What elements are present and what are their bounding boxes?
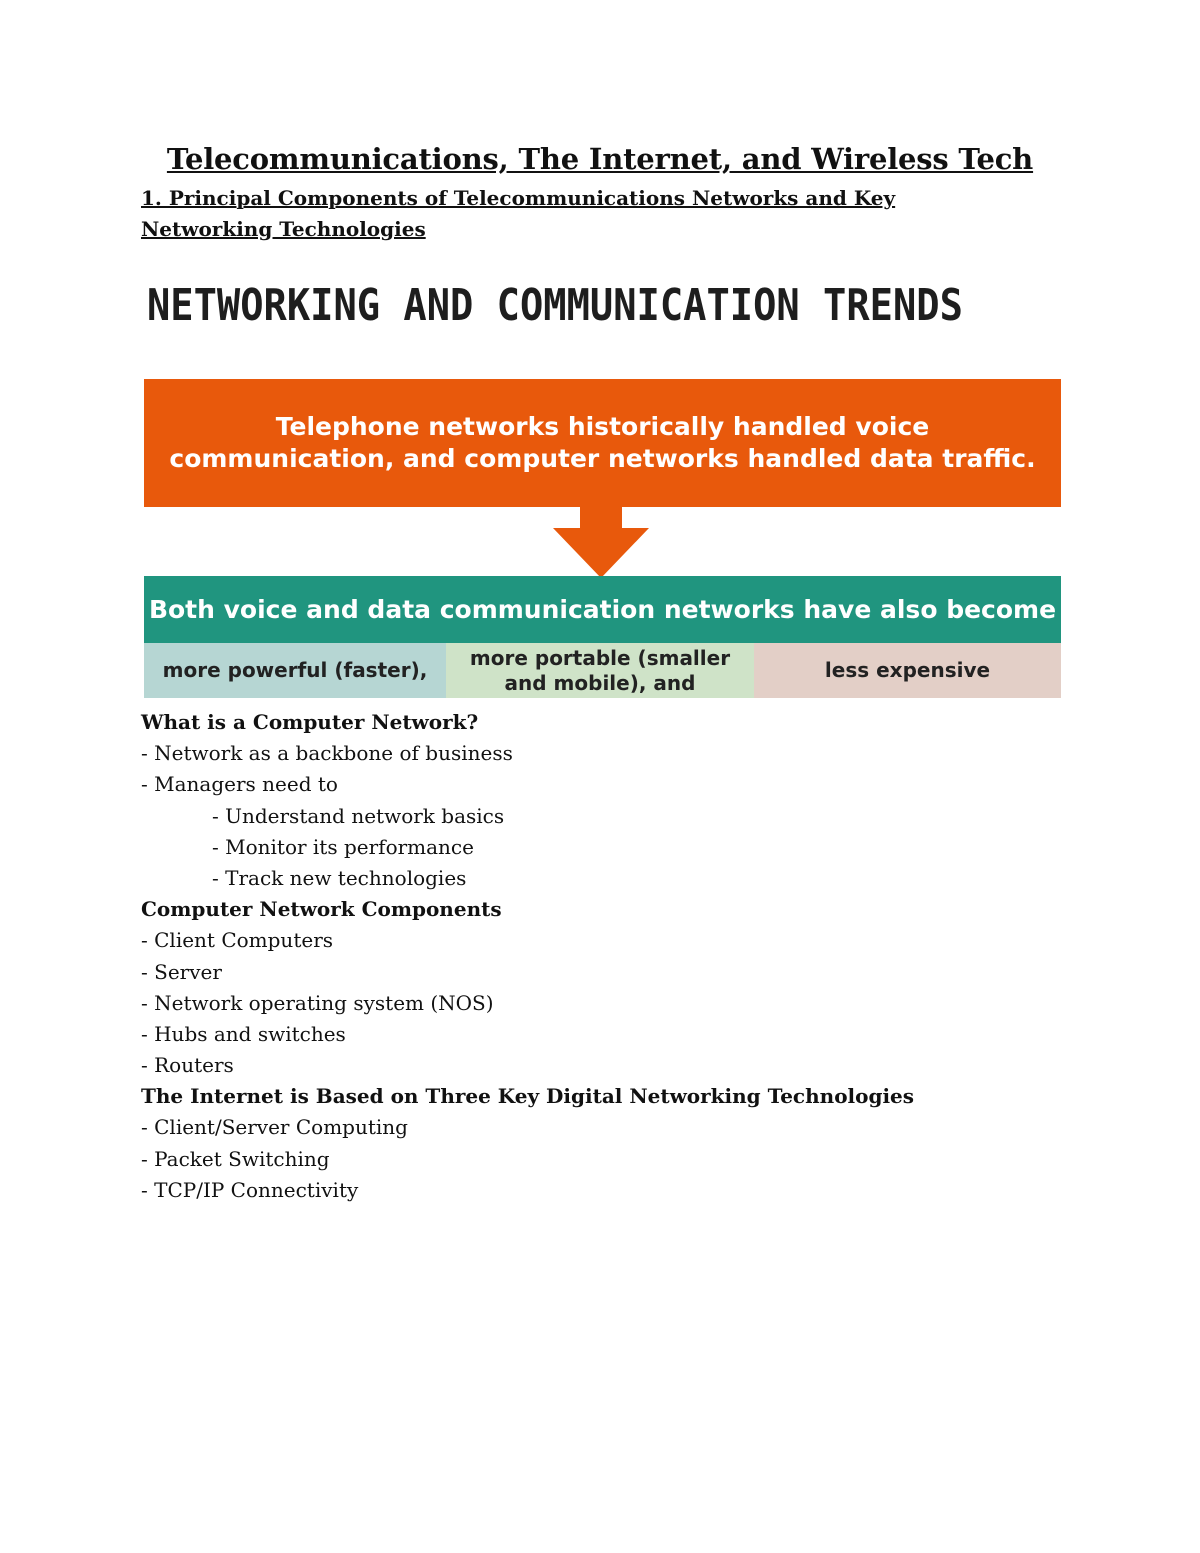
figure-cell-powerful: more powerful (faster), xyxy=(144,643,446,698)
figure-cell-expensive: less expensive xyxy=(754,643,1061,698)
list-item: - Network operating system (NOS) xyxy=(141,990,494,1015)
components-heading: Computer Network Components xyxy=(141,897,502,922)
figure-summary-bar: Both voice and data communication networks have also become xyxy=(144,576,1061,643)
document-title: Telecommunications, The Internet, and Wireless Tech xyxy=(166,142,1034,176)
list-item: - Server xyxy=(141,959,222,984)
figure-historical-box: Telephone networks historically handled voice communication, and computer networks handled data traffic. xyxy=(144,379,1061,507)
trends-figure xyxy=(140,270,1065,700)
list-item: - Managers need to xyxy=(141,772,338,797)
list-item: - Client Computers xyxy=(141,928,334,953)
down-arrow-icon xyxy=(553,506,649,578)
document-body xyxy=(141,707,1041,1206)
list-item: - Network as a backbone of business xyxy=(141,741,513,766)
sub-list-item: - Monitor its performance xyxy=(212,834,474,859)
internet-heading: The Internet is Based on Three Key Digital Networking Technologies xyxy=(141,1084,915,1109)
computer-network-heading: What is a Computer Network? xyxy=(141,710,479,734)
list-item: - Packet Switching xyxy=(141,1146,330,1171)
figure-title: NETWORKING AND COMMUNICATION TRENDS xyxy=(147,280,963,331)
list-item: - TCP/IP Connectivity xyxy=(141,1177,359,1202)
list-item: - Routers xyxy=(141,1053,234,1078)
sub-list-item: - Track new technologies xyxy=(212,865,467,890)
section-heading: 1. Principal Components of Telecommunications Networks and Key Networking Technologies xyxy=(141,186,896,241)
figure-cell-portable: more portable (smaller and mobile), and xyxy=(446,643,754,698)
sub-list-item: - Understand network basics xyxy=(212,803,505,828)
list-item: - Hubs and switches xyxy=(141,1021,346,1046)
list-item: - Client/Server Computing xyxy=(141,1115,408,1140)
